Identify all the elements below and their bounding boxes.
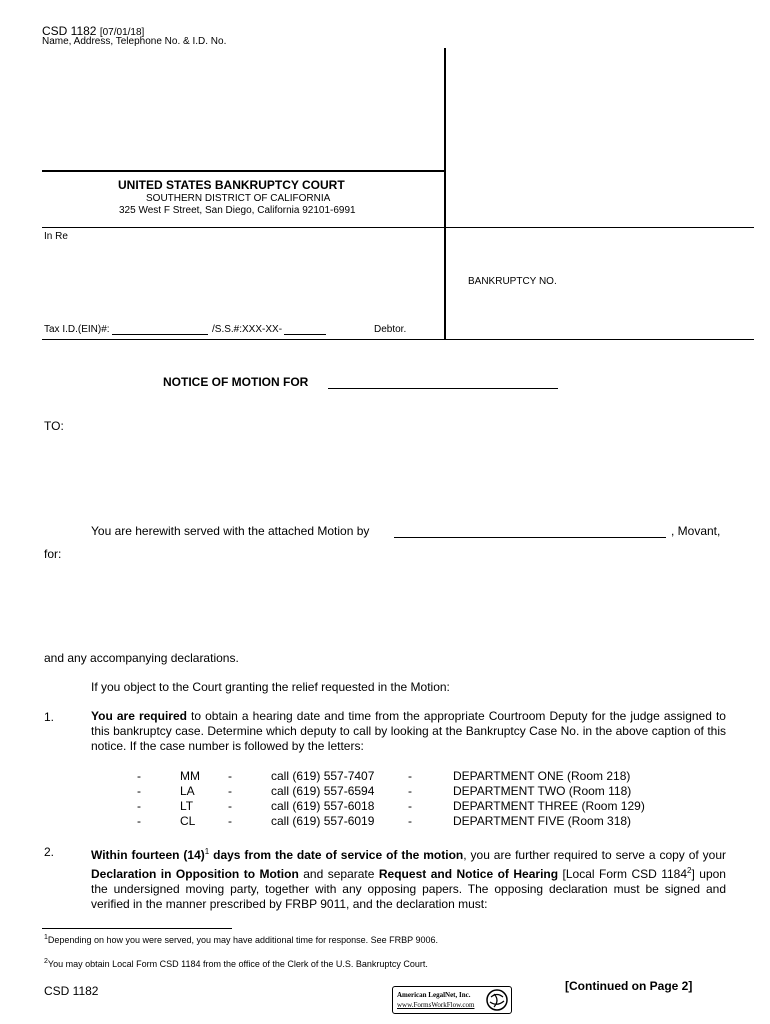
court-district: SOUTHERN DISTRICT OF CALIFORNIA xyxy=(146,193,331,204)
item-1-paragraph xyxy=(91,709,726,754)
footnote-rule xyxy=(42,928,232,929)
item-2-bold-3: Declaration in Opposition to Motion xyxy=(91,867,299,881)
dept-phone: call (619) 557-6018 xyxy=(271,799,375,813)
dept-dash-2: - xyxy=(228,814,232,828)
dept-dash-1: - xyxy=(137,799,141,813)
dept-phone: call (619) 557-7407 xyxy=(271,769,375,783)
dept-code: CL xyxy=(180,814,196,828)
logo-line-1: American LegalNet, Inc. xyxy=(397,991,471,999)
globe-icon xyxy=(486,989,508,1011)
dept-dash-2: - xyxy=(228,784,232,798)
continued-label: [Continued on Page 2] xyxy=(565,979,693,993)
object-text: If you object to the Court granting the relief requested in the Motion: xyxy=(91,680,450,694)
item-1-lead: You are required xyxy=(91,709,187,723)
logo-line-2: www.FormsWorkFlow.com xyxy=(397,1001,475,1009)
motion-for-field[interactable] xyxy=(328,376,558,389)
form-id: CSD 1182 xyxy=(42,24,97,38)
caption-rule-3 xyxy=(42,339,754,340)
ssn-label: /S.S.#:XXX-XX- xyxy=(212,324,283,335)
bankruptcy-no-label: BANKRUPTCY NO. xyxy=(468,276,557,287)
name-address-label: Name, Address, Telephone No. & I.D. No. xyxy=(42,36,227,47)
caption-vertical-divider xyxy=(444,48,446,340)
item-2-text-1: , you are further required to serve a copy of your xyxy=(463,848,726,862)
dept-name: DEPARTMENT FIVE (Room 318) xyxy=(453,814,632,828)
legalnet-logo xyxy=(392,986,512,1014)
court-name: UNITED STATES BANKRUPTCY COURT xyxy=(118,178,345,192)
dept-dash-3: - xyxy=(408,814,412,828)
dept-code: MM xyxy=(180,769,200,783)
debtor-label: Debtor. xyxy=(374,324,407,335)
dept-dash-3: - xyxy=(408,784,412,798)
dept-dash-2: - xyxy=(228,769,232,783)
movant-label: , Movant, xyxy=(671,524,721,538)
court-address: 325 West F Street, San Diego, California 92101-6991 xyxy=(119,205,356,216)
dept-dash-3: - xyxy=(408,769,412,783)
dept-phone: call (619) 557-6594 xyxy=(271,784,375,798)
declarations-text: and any accompanying declarations. xyxy=(44,651,239,665)
dept-code: LA xyxy=(180,784,195,798)
item-2-paragraph xyxy=(91,844,726,912)
footnote-2-text: You may obtain Local Form CSD 1184 from the office of the Clerk of the U.S. Bankruptcy Court. xyxy=(47,959,428,969)
footnote-1-mark: 1 xyxy=(44,934,48,941)
in-re-label: In Re xyxy=(44,231,68,242)
dept-dash-3: - xyxy=(408,799,412,813)
dept-name: DEPARTMENT ONE (Room 218) xyxy=(453,769,631,783)
footnote-2 xyxy=(44,958,428,969)
item-2-bold-2: days from the date of service of the motion xyxy=(209,848,464,862)
item-2-sup-1: 1 xyxy=(204,847,210,856)
caption-rule-1 xyxy=(42,170,446,172)
tax-id-field[interactable] xyxy=(112,323,208,335)
item-1-number: 1. xyxy=(44,710,55,724)
caption-rule-2 xyxy=(42,227,754,228)
dept-dash-1: - xyxy=(137,784,141,798)
footnote-1 xyxy=(44,934,438,945)
item-2-number: 2. xyxy=(44,845,55,859)
served-text: You are herewith served with the attached Motion by xyxy=(91,524,370,538)
form-date: [07/01/18] xyxy=(99,27,145,38)
dept-dash-2: - xyxy=(228,799,232,813)
tax-id-label: Tax I.D.(EIN)#: xyxy=(44,324,110,335)
footnote-1-text: Depending on how you were served, you may have additional time for response. See FRBP 9006. xyxy=(47,935,438,945)
for-label: for: xyxy=(44,547,62,561)
footnote-2-mark: 2 xyxy=(44,958,48,965)
to-label: TO: xyxy=(44,419,64,433)
item-1-text: to obtain a hearing date and time from the appropriate Courtroom Deputy for the judge assigned to this bankruptcy case. Determine which deputy to call by looking at the Bankruptcy Case No. in the above caption of this notice. If the case number is followed by the letters: xyxy=(91,709,726,753)
item-2-text-3: [Local Form CSD 1184 xyxy=(558,867,688,881)
dept-name: DEPARTMENT THREE (Room 129) xyxy=(453,799,645,813)
dept-code: LT xyxy=(180,799,194,813)
notice-title: NOTICE OF MOTION FOR xyxy=(163,375,309,389)
item-2-bold-4: Request and Notice of Hearing xyxy=(378,867,559,881)
dept-name: DEPARTMENT TWO (Room 118) xyxy=(453,784,632,798)
item-2-bold-1: Within fourteen (14) xyxy=(91,848,205,862)
dept-phone: call (619) 557-6019 xyxy=(271,814,375,828)
item-2-text-4: ] upon the undersigned moving party, together with any opposing papers. The opposing declaration must be signed and verified in the manner prescribed by FRBP 9011, and the declaration must: xyxy=(91,867,726,911)
item-2-sup-2: 2 xyxy=(687,866,692,875)
dept-dash-1: - xyxy=(137,814,141,828)
footer-form-id: CSD 1182 xyxy=(44,984,99,998)
ssn-field[interactable] xyxy=(284,323,326,335)
movant-name-field[interactable] xyxy=(394,524,666,538)
item-2-text-2: and separate xyxy=(298,867,379,881)
dept-dash-1: - xyxy=(137,769,141,783)
